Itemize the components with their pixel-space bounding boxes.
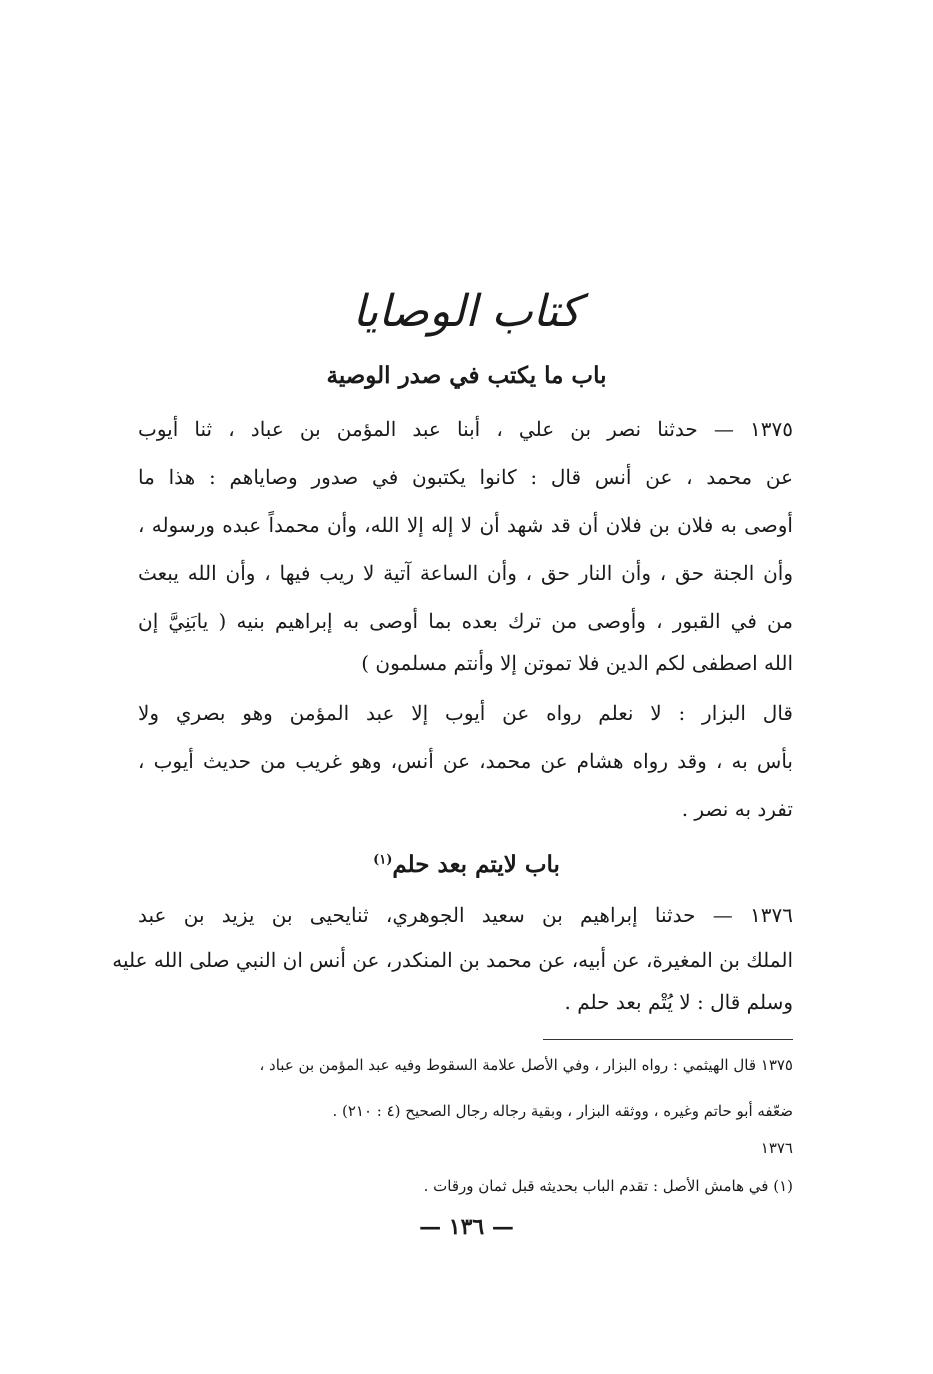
chapter-heading-wills-preamble: باب ما يكتب في صدر الوصية	[326, 362, 607, 389]
footnote-marker: (١)	[373, 852, 393, 868]
hadith-1375-line-1: ١٣٧٥ — حدثنا نصر بن علي ، أبنا عبد المؤمن بن عباد ، ثنا أيوب	[138, 417, 793, 441]
page-number: — ١٣٦ —	[419, 1214, 514, 1240]
chapter-heading-no-orphanhood	[140, 851, 793, 878]
comment-bazzar-line-1: قال البزار : لا نعلم رواه عن أيوب إلا عبد المؤمن وهو بصري ولا	[138, 701, 793, 725]
footnote-1376-number: ١٣٧٦	[760, 1139, 793, 1157]
hadith-1375-line-4: وأن الجنة حق ، وأن النار حق ، وأن الساعة آتية لا ريب فيها ، وأن الله يبعث	[138, 561, 793, 585]
hadith-1376-line-3: وسلم قال : لا يُتْم بعد حلم .	[564, 990, 793, 1014]
comment-bazzar-line-3: تفرد به نصر .	[681, 797, 793, 821]
footnote-divider	[543, 1039, 793, 1040]
hadith-1376-line-2: الملك بن المغيرة، عن أبيه، عن محمد بن المنكدر، عن أنس ان النبي صلى الله عليه	[112, 948, 793, 972]
chapter-heading-text: باب لايتم بعد حلم	[392, 851, 560, 878]
book-title: كتاب الوصايا	[352, 286, 581, 337]
footnote-1375-line-2: ضعّفه أبو حاتم وغيره ، ووثقه البزار ، وبقية رجاله رجال الصحيح (٤ : ٢١٠) .	[332, 1102, 793, 1120]
footnote-1-marginal-note: (١) في هامش الأصل : تقدم الباب بحديثه قبل ثمان ورقات .	[423, 1177, 793, 1195]
footnote-1375-line-1: ١٣٧٥ قال الهيثمي : رواه البزار ، وفي الأصل علامة السقوط وفيه عبد المؤمن بن عباد ،	[259, 1056, 793, 1074]
hadith-1375-line-5: من في القبور ، وأوصى من ترك بعده بما أوصى به إبراهيم بنيه ( يابَنِيَّ إن	[138, 609, 793, 633]
comment-bazzar-line-2: بأس به ، وقد رواه هشام عن محمد، عن أنس، وهو غريب من حديث أيوب ،	[138, 749, 793, 773]
hadith-1375-line-3: أوصى به فلان بن فلان أن قد شهد أن لا إله إلا الله، وأن محمداً عبده ورسوله ،	[138, 513, 793, 537]
hadith-1375-line-6: الله اصطفى لكم الدين فلا تموتن إلا وأنتم مسلمون )	[361, 651, 793, 675]
hadith-1376-line-1: ١٣٧٦ — حدثنا إبراهيم بن سعيد الجوهري، ثنايحيى بن يزيد بن عبد	[138, 903, 793, 927]
hadith-1375-line-2: عن محمد ، عن أنس قال : كانوا يكتبون في صدور وصاياهم : هذا ما	[138, 465, 793, 489]
